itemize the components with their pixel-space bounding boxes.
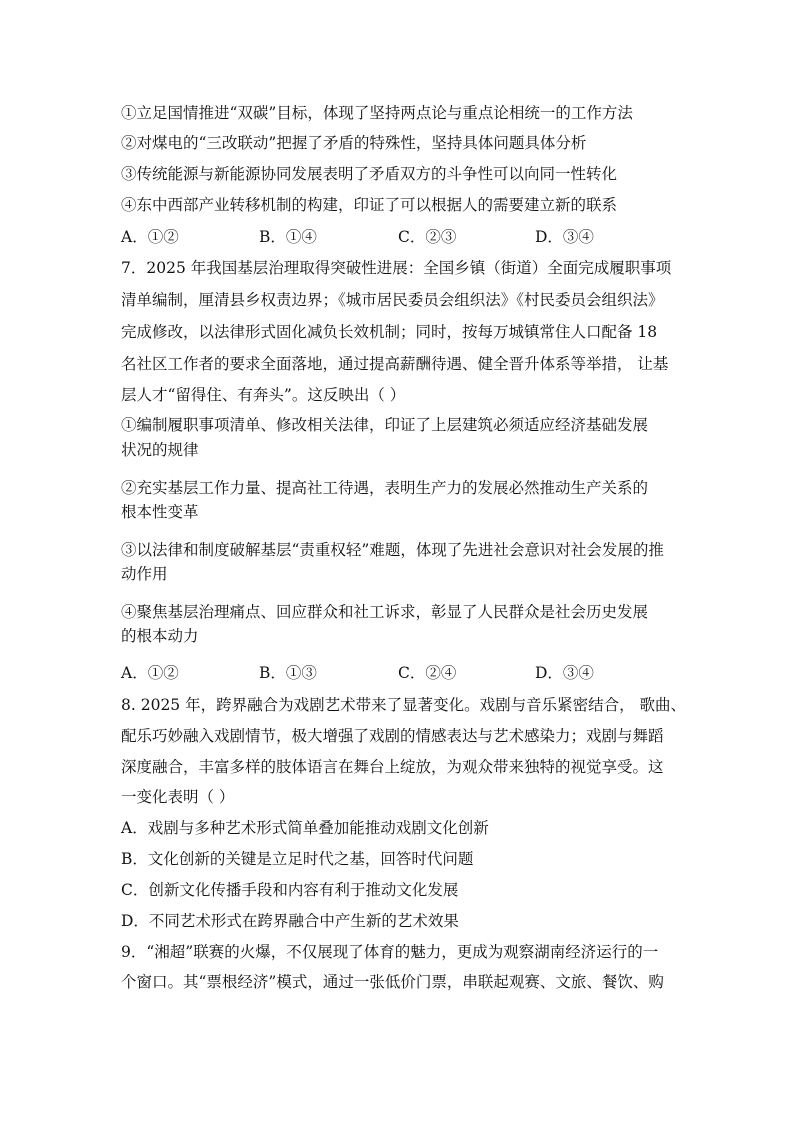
q6-option-a: A．①②	[121, 228, 179, 246]
q6-option-c: C．②③	[398, 228, 457, 246]
q7-item-1: ①编制履职事项清单、修改相关法律，印证了上层建筑必须适应经济基础发展	[121, 416, 649, 434]
q7-item-2-cont: 根本性变革	[121, 503, 199, 521]
q6-item-1: ①立足国情推进“双碳”目标，体现了坚持两点论与重点论相统一的工作方法	[121, 104, 633, 122]
q6-item-3: ③传统能源与新能源协同发展表明了矛盾双方的斗争性可以向同一性转化	[121, 165, 618, 183]
q6-option-b: B．①④	[259, 228, 317, 246]
q7-item-2: ②充实基层工作力量、提高社工待遇，表明生产力的发展必然推动生产关系的	[121, 479, 649, 497]
q8-choice-a: A．戏剧与多种艺术形式简单叠加能推动戏剧文化创新	[121, 819, 489, 837]
q7-stem-line: 完成修改，以法律形式固化减负长效机制；同时，按每万城镇常住人口配备 18	[121, 323, 658, 341]
q6-item-2: ②对煤电的“三改联动”把握了矛盾的特殊性，坚持具体问题具体分析	[121, 134, 587, 152]
q7-option-b: B．①③	[259, 664, 317, 682]
q7-option-c: C．②④	[398, 664, 457, 682]
q9-stem-line: 个窗口。其“票根经济”模式，通过一张低价门票，串联起观赛、文旅、餐饮、购	[121, 973, 664, 991]
q8-choice-b: B．文化创新的关键是立足时代之基，回答时代问题	[121, 850, 474, 868]
q7-stem-line: 名社区工作者的要求全面落地，通过提高薪酬待遇、健全晋升体系等举措， 让基	[121, 355, 669, 373]
q9-stem-line: 9．“湘超”联赛的火爆，不仅展现了体育的魅力，更成为观察湖南经济运行的一	[121, 943, 659, 961]
q7-option-a: A．①②	[121, 664, 179, 682]
q8-stem-line: 8. 2025 年，跨界融合为戏剧艺术带来了显著变化。戏剧与音乐紧密结合， 歌曲、	[121, 696, 687, 714]
q6-item-4: ④东中西部产业转移机制的构建，印证了可以根据人的需要建立新的联系	[121, 196, 618, 214]
q7-stem-line: 清单编制，厘清县乡权责边界；《城市居民委员会组织法》《村民委员会组织法》	[121, 291, 664, 309]
q8-stem-line: 一变化表明（ ）	[121, 788, 235, 806]
q8-choice-c: C．创新文化传播手段和内容有利于推动文化发展	[121, 881, 459, 899]
q7-item-4: ④聚焦基层治理痛点、回应群众和社工诉求，彰显了人民群众是社会历史发展	[121, 603, 649, 621]
q7-stem-line: 7．2025 年我国基层治理取得突破性进展：全国乡镇（街道）全面完成履职事项	[121, 259, 672, 277]
q7-option-d: D．③④	[535, 664, 594, 682]
q8-stem-line: 深度融合，丰富多样的肢体语言在舞台上绽放，为观众带来独特的视觉享受。这	[121, 758, 664, 776]
q8-stem-line: 配乐巧妙融入戏剧情节，极大增强了戏剧的情感表达与艺术感染力；戏剧与舞蹈	[121, 727, 664, 745]
q7-item-3-cont: 动作用	[121, 565, 168, 583]
q7-item-3: ③以法律和制度破解基层“责重权轻”难题，体现了先进社会意识对社会发展的推	[121, 541, 664, 559]
q7-item-4-cont: 的根本动力	[121, 627, 199, 645]
q7-item-1-cont: 状况的规律	[121, 441, 199, 459]
q8-choice-d: D．不同艺术形式在跨界融合中产生新的艺术效果	[121, 912, 459, 930]
q6-option-d: D．③④	[535, 228, 594, 246]
q7-stem-line: 层人才“留得住、有奔头”。这反映出（ ）	[121, 386, 406, 404]
